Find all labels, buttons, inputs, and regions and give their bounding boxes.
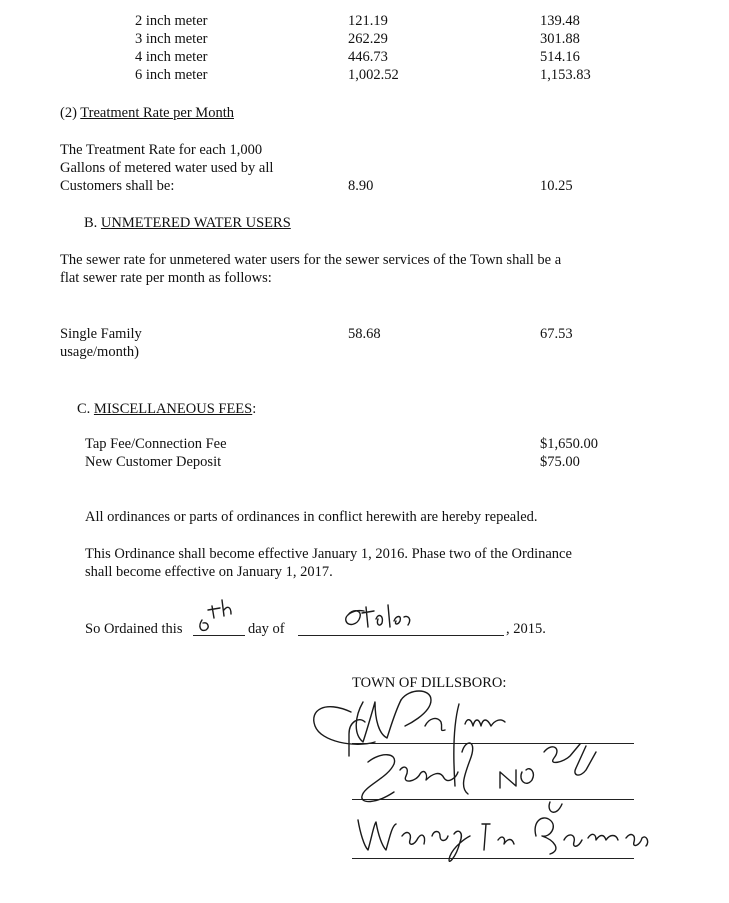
unmetered-rate-2016: 58.68: [348, 326, 381, 342]
unmetered-rate-2017: 67.53: [540, 326, 573, 342]
unmetered-heading: [84, 214, 291, 232]
meter-size: 6 inch meter: [135, 67, 208, 83]
meter-rate-2016: 121.19: [348, 13, 388, 29]
treatment-desc-line: The Treatment Rate for each 1,000: [60, 142, 263, 158]
fee-label: New Customer Deposit: [85, 454, 222, 470]
meter-rate-2016: 446.73: [348, 49, 388, 65]
treatment-heading: [60, 104, 234, 122]
signature-3: [350, 806, 660, 876]
meter-rate-2017: 514.16: [540, 49, 580, 65]
misc-heading-text: MISCELLANEOUS FEES: [93, 401, 253, 417]
misc-heading: [77, 400, 256, 418]
meter-rate-2017: 301.88: [540, 31, 580, 47]
meter-size: 3 inch meter: [135, 31, 208, 47]
meter-rate-2016: 1,002.52: [348, 67, 399, 83]
treatment-heading-prefix: (2): [60, 105, 81, 121]
ordained-middle: day of: [248, 621, 285, 637]
handwritten-month: [338, 603, 428, 633]
meter-size: 4 inch meter: [135, 49, 208, 65]
meter-rate-2017: 139.48: [540, 13, 580, 29]
misc-heading-suffix: :: [252, 401, 257, 417]
treatment-desc-line: Gallons of metered water used by all: [60, 160, 274, 176]
treatment-desc-line: Customers shall be:: [60, 178, 175, 194]
meter-rate-2016: 262.29: [348, 31, 388, 47]
treatment-rate-2016: 8.90: [348, 178, 374, 194]
unmetered-desc-line: The sewer rate for unmetered water users for the sewer services of the Town shall be a: [60, 252, 562, 268]
unmetered-desc-line: flat sewer rate per month as follows:: [60, 270, 272, 286]
handwritten-day: [196, 596, 246, 636]
fee-amount: $1,650.00: [540, 436, 598, 452]
treatment-rate-2017: 10.25: [540, 178, 573, 194]
meter-rate-2017: 1,153.83: [540, 67, 591, 83]
meter-size: 2 inch meter: [135, 13, 208, 29]
treatment-heading-text: Treatment Rate per Month: [80, 105, 234, 121]
ordained-suffix: , 2015.: [506, 621, 546, 637]
repeal-paragraph: All ordinances or parts of ordinances in conflict herewith are hereby repealed.: [85, 509, 538, 525]
effective-paragraph-line: shall become effective on January 1, 2017.: [85, 564, 333, 580]
unmetered-heading-text: UNMETERED WATER USERS: [100, 215, 291, 231]
ordained-prefix: So Ordained this: [85, 621, 183, 637]
effective-paragraph-line: This Ordinance shall become effective January 1, 2016. Phase two of the Ordinance: [85, 546, 572, 562]
unmetered-label-line: Single Family: [60, 326, 142, 342]
fee-label: Tap Fee/Connection Fee: [85, 436, 227, 452]
unmetered-heading-prefix: B.: [84, 215, 101, 231]
unmetered-label-line: usage/month): [60, 344, 139, 360]
fee-amount: $75.00: [540, 454, 580, 470]
signature-block-title: TOWN OF DILLSBORO:: [352, 675, 507, 691]
month-blank-line: [298, 635, 504, 636]
misc-heading-prefix: C.: [77, 401, 94, 417]
